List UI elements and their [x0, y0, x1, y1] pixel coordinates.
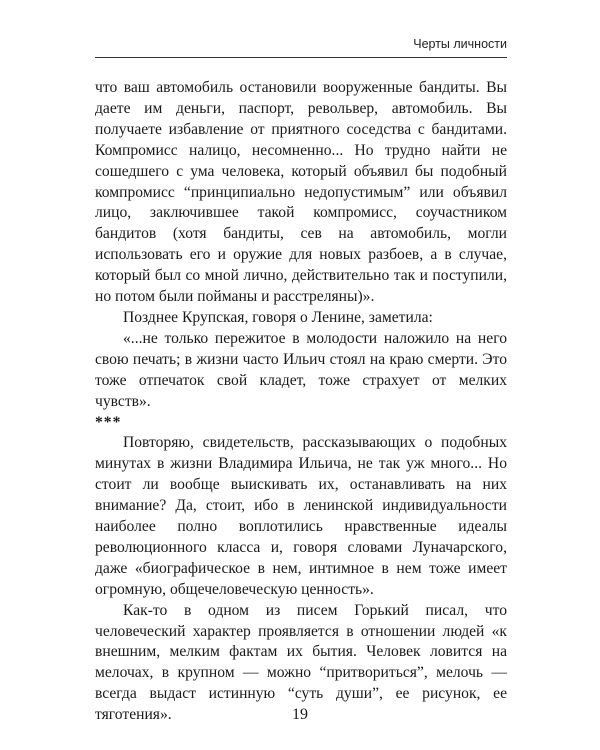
paragraph-krupskaya-quote: «...не только пережитое в молодости наложило на него свою печать; в жизни часто Ильич стоял на краю смерти. Это тоже отпечаток свой кладет, тоже страхует от мелких чувств». [95, 329, 507, 410]
paragraph-krupskaya-intro: Позднее Крупская, говоря о Ленине, заметила: [123, 308, 433, 326]
paragraph-testimonies: Повторяю, свидетельств, рассказывающих о подобных минутах в жизни Владимира Ильича, не так уж много... Но стоит ли вообще выискивать их, останавливать на них внимание? Да, стоит, ибо в ленинской индивидуальности наиболее полно воплотились нравственные идеалы революционного класса и, говоря словами Луначарского, даже «биографическое в нем, интимное в нем тоже имеет огромную, общечеловеческую ценность». [95, 434, 507, 598]
paragraph-continuation: что ваш автомобиль остановили вооруженные бандиты. Вы даете им деньги, паспорт, револьвер, автомобиль. Вы получаете избавление от приятного соседства с бандитами. Компромисс налицо, несомненно... Но трудно найти не сошедшего с ума человека, который объявил бы подобный компромисс “принципиально недопустимым” или объявил лицо, заключившее такой компромисс, соучастником бандитов (хотя бандиты, сев на автомобиль, могли использовать его и оружие для новых разбоев, а в случае, который был со мной лично, действительно так и поступили, но потом были пойманы и расстреляны)». [95, 79, 507, 306]
paragraph-gorky: Как-то в одном из писем Горький писал, что человеческий характер проявляется в отношении людей «к внешним, мелким фактам их бытия. Человек ловится на мелочах, в крупном — можно “притвориться”, мелочь — всегда выдаст истинную “суть души”, ее рисунок, ее тяготения». [95, 601, 507, 724]
section-separator: *** [95, 413, 122, 431]
main-text [95, 78, 507, 726]
page-number: 19 [292, 706, 308, 723]
header-rule [95, 57, 507, 58]
running-title: Черты личности [413, 37, 507, 51]
